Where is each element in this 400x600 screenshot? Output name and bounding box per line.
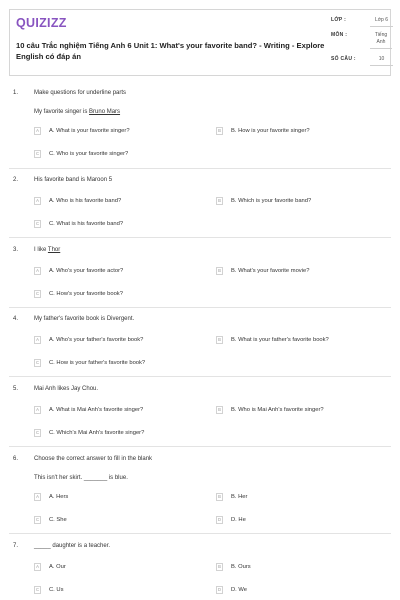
- meta-grade-label: LỚP :: [331, 17, 347, 23]
- worksheet-page: QUIZIZZ 10 câu Trắc nghiệm Tiếng Anh 6 Unit 1: What's your favorite band? - Writing - Explore English có đáp án LỚP : Lớp 6 MÔN : Tiếng Anh SỐ CÂU : 10 1. Make questions for underline parts My favorite singer is Bruno Mars A A. What is your favorite singer? B B. How is your favorite singer? C C. Who is your favorite singer? 2. His favorite band is Maroon 5 A A. Who is his favorite band? B B. Which is your favorite band? C C. What is his favorite band? 3. I like Thor A A. Who's your favorite actor? B B. What's your favorite movie? C C. How's your favorite book? 4. My father's favorite book is Divergent. A A. Who's your father's favorite book? B B. What is your father's favorite book? C C. How is your father's favorite book? 5. Mai Anh likes Jay Chou. A A. What is Mai Anh's favorite singer? B B. Who is Mai Anh's favorite singer? C C. Which's Mai Anh's favorite singer? 6. Choose the correct answer to fill in the blank This isn't her skirt. _______ is blue. A A. Hers B B. Her C C. She D D. He 7. _____ daughter is a teacher. A A. Our B B. Ours C C. Us D D. We: [0, 0, 400, 600]
- question-number: 6.: [13, 456, 19, 462]
- page-title: 10 câu Trắc nghiệm Tiếng Anh 6 Unit 1: What's your favorite band? - Writing - Explore English có đáp án: [16, 41, 325, 61]
- meta-count-label: SỐ CÂU :: [331, 56, 356, 62]
- question-prompt: I like Thor: [34, 247, 61, 253]
- meta-grade: [331, 17, 400, 30]
- divider: [9, 376, 391, 377]
- question-prompt: Make questions for underline parts: [34, 90, 127, 96]
- question-number: 5.: [13, 386, 19, 392]
- question-number: 3.: [13, 247, 19, 253]
- question-line2: My favorite singer is Bruno Mars: [34, 109, 121, 115]
- question-number: 2.: [13, 177, 19, 183]
- divider: [9, 168, 391, 169]
- question-prompt: My father's favorite book is Divergent.: [34, 316, 135, 322]
- meta-count: [331, 56, 400, 69]
- meta-subject-value: Tiếng Anh: [370, 32, 392, 49]
- meta-subject-label: MÔN :: [331, 32, 348, 38]
- divider: [9, 237, 391, 238]
- meta-subject: [331, 32, 400, 45]
- question-prompt: Choose the correct answer to fill in the blank: [34, 456, 153, 462]
- quizizz-logo[interactable]: QUIZIZZ: [16, 16, 67, 30]
- divider: [9, 533, 391, 534]
- worksheet-header: [9, 9, 391, 76]
- question-number: 7.: [13, 543, 19, 549]
- question-prompt: _____ daughter is a teacher.: [34, 543, 111, 549]
- question-prompt: His favorite band is Maroon 5: [34, 177, 113, 183]
- question-line2: This isn't her skirt. _______ is blue.: [34, 475, 128, 481]
- divider: [9, 446, 391, 447]
- question-number: 1.: [13, 90, 19, 96]
- meta-grade-value: Lớp 6: [370, 17, 393, 27]
- question-prompt: Mai Anh likes Jay Chou.: [34, 386, 99, 392]
- divider: [9, 307, 391, 308]
- question-number: 4.: [13, 316, 19, 322]
- meta-count-value: 10: [370, 56, 393, 66]
